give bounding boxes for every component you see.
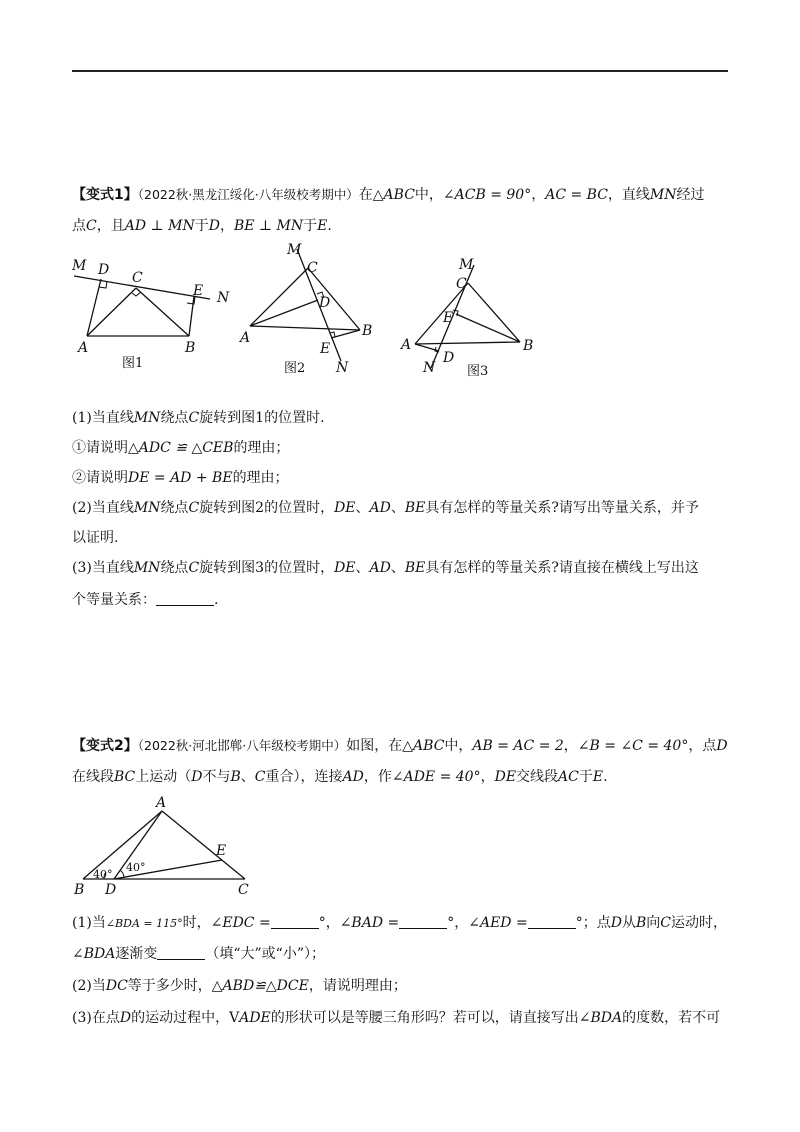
text: . — [214, 592, 219, 608]
text: (3)当直线 — [72, 560, 134, 576]
blank-change[interactable] — [157, 945, 205, 960]
label-E: E — [193, 283, 204, 299]
math: D — [208, 218, 220, 234]
math: AD — [369, 560, 391, 576]
math: C — [254, 769, 266, 785]
text: 、 — [390, 500, 405, 516]
text: 向 — [646, 915, 661, 931]
p1-q3-line1 — [72, 558, 732, 578]
math: △ABC — [372, 187, 415, 203]
text: (1)当 — [72, 915, 106, 931]
angle-40-ade: 40° — [126, 861, 146, 874]
math: ∠ADE = 40° — [391, 769, 481, 785]
figure-1 — [70, 250, 245, 375]
text: 于 — [578, 769, 593, 785]
text: . — [327, 218, 332, 234]
p2-q2 — [72, 976, 732, 996]
p1-q1b — [72, 468, 732, 488]
p2-q3 — [72, 1008, 732, 1028]
text: ，请说明理由； — [308, 978, 407, 994]
figure-2 — [238, 238, 388, 378]
p1-tag: 【变式1】 — [72, 187, 138, 203]
text: 时， — [182, 915, 211, 931]
text: 的形状可以是等腰三角形吗？若可以，请直接写出 — [270, 1010, 579, 1026]
text: 绕点 — [160, 500, 189, 516]
math: C — [188, 500, 200, 516]
caption-fig2: 图2 — [284, 361, 306, 376]
math: C — [660, 915, 671, 931]
text: 于 — [194, 218, 209, 234]
math: DE = AD + BE — [128, 470, 233, 486]
math: E — [592, 769, 604, 785]
text: 点 — [72, 218, 86, 234]
math: AD — [342, 769, 364, 785]
figure-p2 — [70, 793, 270, 900]
label-N: N — [423, 360, 436, 376]
text: 的理由； — [233, 440, 290, 456]
label-D: D — [98, 262, 110, 278]
figure-3 — [395, 255, 545, 380]
text: 个等量关系： — [72, 592, 156, 608]
text: 绕点 — [160, 410, 189, 426]
text: 的运动过程中， — [131, 1010, 230, 1026]
math: MN — [649, 187, 677, 203]
text: 、 — [355, 560, 370, 576]
math: ADE — [239, 1010, 271, 1026]
math: BE — [404, 560, 426, 576]
text: 中， — [414, 187, 443, 203]
p1-q1 — [72, 408, 732, 428]
text: 于 — [303, 218, 318, 234]
header-rule — [72, 70, 728, 72]
text: 不与 — [202, 769, 231, 785]
text: 的度数，若不可 — [622, 1010, 721, 1026]
label-C: C — [456, 276, 467, 292]
text: (3)在点 — [72, 1010, 120, 1026]
text: 绕点 — [160, 560, 189, 576]
math: ∠BAD = — [339, 915, 400, 931]
label-A: A — [401, 337, 412, 353]
p2-intro-line1 — [72, 736, 732, 756]
text: ，作 — [363, 769, 392, 785]
text: 等于多少时， — [127, 978, 212, 994]
label-C: C — [132, 270, 143, 286]
blank-bad[interactable] — [399, 914, 447, 929]
text: °， — [318, 915, 340, 931]
math: DE — [334, 560, 356, 576]
label-B: B — [523, 338, 534, 354]
label-C: C — [307, 260, 318, 276]
math: BE ⊥ MN — [233, 218, 304, 234]
math: D — [119, 1010, 132, 1026]
math: B — [230, 769, 241, 785]
text: . — [603, 769, 608, 785]
p1-q1a — [72, 438, 732, 458]
math: △ABC — [402, 738, 445, 754]
math: DE — [494, 769, 517, 785]
blank-edc[interactable] — [271, 914, 319, 929]
text: 旋转到图2的位置时， — [199, 500, 335, 516]
p1-q2-line2: 以证明. — [72, 530, 119, 546]
math: AD — [369, 500, 391, 516]
text: 具有怎样的等量关系?请写出等量关系，并予 — [425, 500, 699, 516]
math: D — [610, 915, 622, 931]
p1-source: （2022秋·黑龙江绥化·八年级校考期中） — [137, 187, 359, 202]
math: ∠BDA — [72, 946, 116, 962]
angle-40-b: 40° — [93, 868, 113, 881]
text: ， — [531, 187, 546, 203]
label-B: B — [185, 340, 196, 356]
label-D: D — [443, 350, 455, 366]
text: 中， — [444, 738, 473, 754]
label-A: A — [240, 330, 251, 346]
math: MN — [133, 500, 161, 516]
p2-tag: 【变式2】 — [72, 738, 138, 754]
text: 上运动（ — [135, 769, 192, 785]
answer-blank[interactable] — [156, 591, 214, 606]
math: MN — [133, 410, 161, 426]
p2-q1-line2 — [72, 944, 732, 964]
math: B — [635, 915, 647, 931]
math: ∠ACB = 90° — [442, 187, 532, 203]
label-D: D — [105, 882, 117, 898]
text: 、 — [240, 769, 255, 785]
text: 逐渐变 — [115, 946, 158, 962]
math: ∠BDA = 115° — [105, 917, 183, 930]
math: △ADC ≌ △CEB — [128, 440, 234, 456]
text: 旋转到图1的位置时. — [199, 410, 325, 426]
label-M: M — [287, 242, 302, 258]
label-A: A — [156, 795, 167, 811]
math: ∠BDA — [578, 1010, 623, 1026]
math: ∠AED = — [468, 915, 528, 931]
math: ∠EDC = — [210, 915, 271, 931]
text: 重合），连接 — [265, 769, 343, 785]
math: BE — [404, 500, 426, 516]
label-E: E — [320, 341, 331, 357]
math: BC — [114, 769, 136, 785]
p1-q3-line2 — [72, 590, 732, 610]
label-D: D — [319, 295, 331, 311]
text: ，点 — [688, 738, 717, 754]
math: MN — [133, 560, 161, 576]
label-M: M — [459, 257, 474, 273]
math: D — [191, 769, 203, 785]
text: (2)当 — [72, 978, 106, 994]
math: DC — [105, 978, 128, 994]
text: °， — [447, 915, 469, 931]
text: 、 — [390, 560, 405, 576]
p1-q2-line1 — [72, 498, 732, 518]
blank-aed[interactable] — [528, 914, 576, 929]
text: ，且 — [96, 218, 125, 234]
text: 交线段 — [516, 769, 559, 785]
text: ， — [563, 738, 578, 754]
text: (2)当直线 — [72, 500, 134, 516]
text: （填“大”或“小”）； — [205, 946, 325, 962]
text: ①请说明 — [72, 440, 128, 456]
p2-source: （2022秋·河北邯郸·八年级校考期中） — [137, 738, 347, 753]
caption-fig1: 图1 — [122, 356, 144, 371]
text: 如图，在 — [346, 738, 403, 754]
label-B: B — [362, 323, 373, 339]
label-B: B — [74, 882, 85, 898]
p2-q1-line1 — [72, 913, 732, 934]
label-N: N — [336, 360, 349, 376]
text: 旋转到图3的位置时， — [199, 560, 335, 576]
text: V — [229, 1010, 240, 1026]
caption-fig3: 图3 — [467, 364, 489, 379]
label-M: M — [72, 258, 87, 274]
p2-intro-line2 — [72, 767, 732, 787]
math: AC — [558, 769, 579, 785]
math: E — [317, 218, 328, 234]
text: °；点 — [575, 915, 611, 931]
p1-intro-line2 — [72, 216, 732, 236]
text: 经过 — [676, 187, 705, 203]
math: C — [188, 560, 200, 576]
math: AD ⊥ MN — [124, 218, 195, 234]
text: 运动时， — [670, 915, 727, 931]
math: C — [86, 218, 97, 234]
math: AB = AC = 2 — [472, 738, 564, 754]
math: ∠B = ∠C = 40° — [577, 738, 689, 754]
text: ，直线 — [607, 187, 650, 203]
text: 、 — [355, 500, 370, 516]
text: 具有怎样的等量关系?请直接在横线上写出这 — [425, 560, 699, 576]
text: ， — [480, 769, 495, 785]
math: D — [716, 738, 728, 754]
p1-intro-line1 — [72, 185, 732, 205]
label-E: E — [443, 310, 454, 326]
label-N: N — [217, 290, 230, 306]
text: 的理由； — [232, 470, 289, 486]
math: AC = BC — [545, 187, 608, 203]
text: 在 — [358, 187, 373, 203]
text: ②请说明 — [72, 470, 128, 486]
math: C — [188, 410, 200, 426]
text: 在线段 — [72, 769, 114, 785]
text: (1)当直线 — [72, 410, 134, 426]
text: 从 — [621, 915, 636, 931]
math: DE — [334, 500, 356, 516]
label-C: C — [238, 882, 249, 898]
math: △ABD≌△DCE — [211, 978, 309, 994]
label-A: A — [78, 340, 89, 356]
text: ， — [219, 218, 234, 234]
label-E: E — [216, 843, 227, 859]
